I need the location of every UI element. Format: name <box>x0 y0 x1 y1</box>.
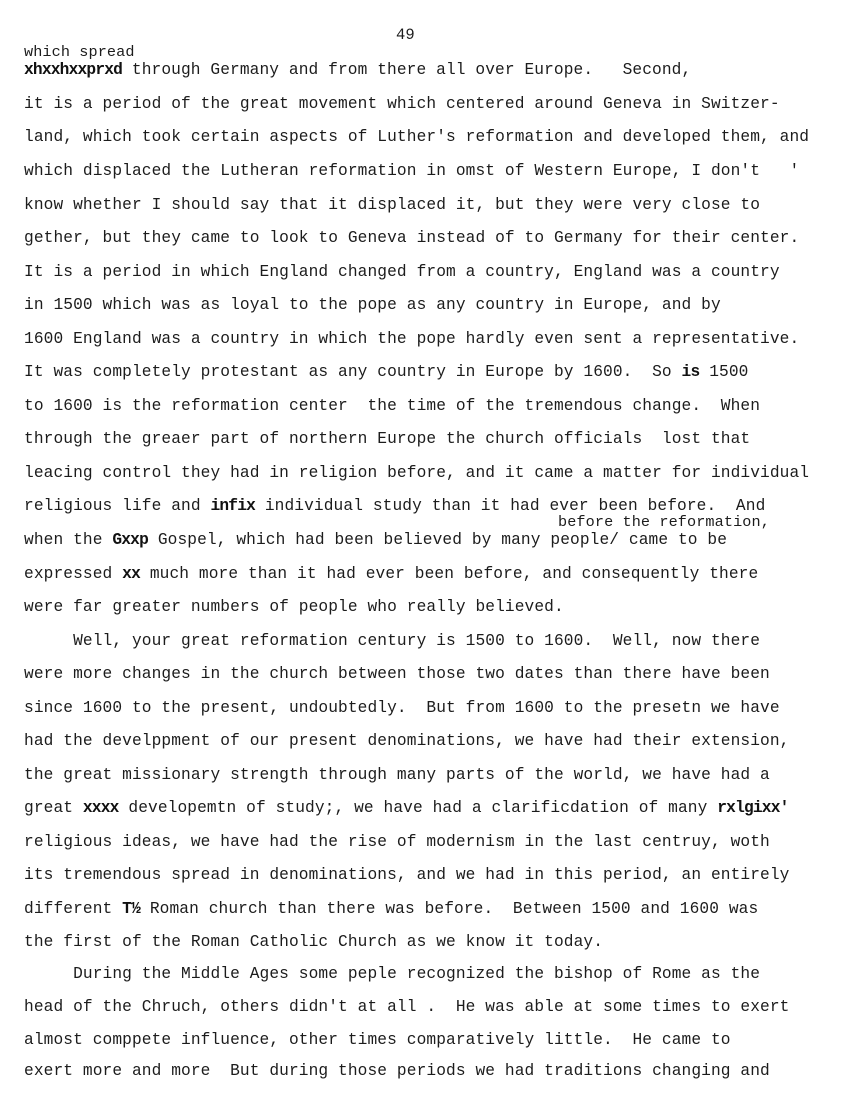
struck-text: xxxx <box>82 799 119 817</box>
text-line: had the develppment of our present denominations, we have had their extension, <box>24 732 790 750</box>
text-line: During the Middle Ages some peple recognized the bishop of Rome as the <box>24 965 761 983</box>
insertion-before-reformation: before the reformation, <box>558 513 770 531</box>
text-line: its tremendous spread in denominations, and we had in this period, an entirely <box>24 866 790 884</box>
text-line: gether, but they came to look to Geneva instead of to Germany for their center. <box>24 229 800 247</box>
struck-text: xhxxhxxprxd <box>24 61 123 79</box>
text-line: religious ideas, we have had the rise of modernism in the last centruy, woth <box>24 833 770 851</box>
text-line: It is a period in which England changed from a country, England was a country <box>24 263 780 281</box>
text-line: when the Gxxp Gospel, which had been believed by many people/ came to be <box>24 531 728 549</box>
struck-text: T½ <box>122 900 140 918</box>
text-line: 1600 England was a country in which the pope hardly even sent a representative. <box>24 330 800 348</box>
text-line: great xxxx developemtn of study;, we have had a clarificdation of many rxlgixx' <box>24 799 789 817</box>
text-line: exert more and more But during those periods we had traditions changing and <box>24 1062 770 1080</box>
text-line: in 1500 which was as loyal to the pope as any country in Europe, and by <box>24 296 721 314</box>
text-line: were more changes in the church between those two dates than there have been <box>24 665 770 683</box>
struck-text: rxlgixx' <box>717 799 789 817</box>
text-line: It was completely protestant as any country in Europe by 1600. So is 1500 <box>24 363 749 381</box>
text-line: through the greaer part of northern Europe the church officials lost that <box>24 430 751 448</box>
text-line: religious life and infix individual study than it had ever been before. And <box>24 497 766 515</box>
text-line: which displaced the Lutheran reformation in omst of Western Europe, I don't ' <box>24 162 800 180</box>
text-line: since 1600 to the present, undoubtedly. But from 1600 to the presetn we have <box>24 699 780 717</box>
insertion-which-spread: which spread <box>24 43 135 61</box>
page-number: 49 <box>396 26 415 44</box>
struck-text: Gxxp <box>112 531 148 549</box>
text-line: expressed xx much more than it had ever been before, and consequently there <box>24 565 759 583</box>
struck-text: infix <box>210 497 256 515</box>
text-line: the first of the Roman Catholic Church as we know it today. <box>24 933 604 951</box>
text-line: the great missionary strength through many parts of the world, we have had a <box>24 766 770 784</box>
text-line: know whether I should say that it displaced it, but they were very close to <box>24 196 761 214</box>
text-line: it is a period of the great movement which centered around Geneva in Switzer- <box>24 95 780 113</box>
text-line: xhxxhxxprxd through Germany and from there all over Europe. Second, <box>24 61 692 79</box>
text-line: leacing control they had in religion before, and it came a matter for individual <box>24 464 810 482</box>
text-line: Well, your great reformation century is 1500 to 1600. Well, now there <box>24 632 761 650</box>
struck-text: xx <box>122 565 140 583</box>
text-line: almost comppete influence, other times comparatively little. He came to <box>24 1031 731 1049</box>
text-line: different T½ Roman church than there was before. Between 1500 and 1600 was <box>24 900 759 918</box>
text-line: were far greater numbers of people who really believed. <box>24 598 564 616</box>
text-line: to 1600 is the reformation center the time of the tremendous change. When <box>24 397 761 415</box>
text-line: land, which took certain aspects of Luther's reformation and developed them, and <box>24 128 810 146</box>
struck-text: is <box>681 363 700 381</box>
text-line: head of the Chruch, others didn't at all . He was able at some times to exert <box>24 998 790 1016</box>
